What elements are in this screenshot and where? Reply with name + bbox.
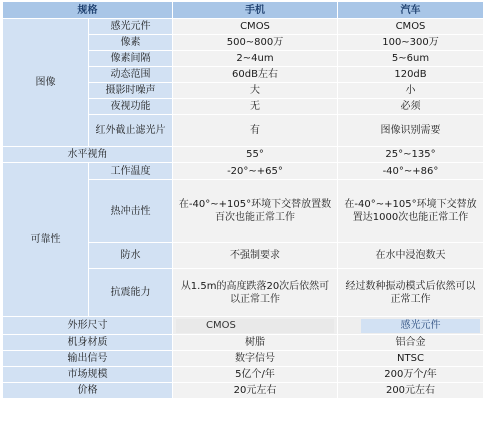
car-shutter: 小 xyxy=(338,83,484,99)
table-row xyxy=(3,335,484,351)
row-label-shutter: 摄影时噪声 xyxy=(89,83,173,99)
table-row xyxy=(3,383,484,399)
row-label-night: 夜视功能 xyxy=(89,99,173,115)
phone-shutter: 大 xyxy=(173,83,338,99)
header-phone: 手机 xyxy=(173,2,338,19)
car-fov: 25°~135° xyxy=(338,147,484,163)
car-shape-cell xyxy=(338,317,484,335)
row-label-ir: 红外截止滤光片 xyxy=(89,115,173,147)
phone-market: 5亿个/年 xyxy=(173,367,338,383)
phone-pixels: 500~800万 xyxy=(173,35,338,51)
phone-pitch: 2~4um xyxy=(173,51,338,67)
table-row xyxy=(3,367,484,383)
car-temp: -40°~+86° xyxy=(338,163,484,180)
header-spec: 规格 xyxy=(3,2,173,19)
phone-output: 数字信号 xyxy=(173,351,338,367)
table-row xyxy=(3,163,484,180)
car-pixels: 100~300万 xyxy=(338,35,484,51)
group-fov: 水平视角 xyxy=(3,147,173,163)
phone-shock: 从1.5m的高度跌落20次后依然可以正常工作 xyxy=(173,269,338,317)
row-label-pixels: 像素 xyxy=(89,35,173,51)
row-label-pitch: 像素间隔 xyxy=(89,51,173,67)
car-dr: 120dB xyxy=(338,67,484,83)
car-market: 200万个/年 xyxy=(338,367,484,383)
row-label-sensor: 感光元件 xyxy=(89,19,173,35)
phone-shape-cell xyxy=(173,317,338,335)
phone-shape: CMOS xyxy=(176,319,334,333)
group-market: 市场规模 xyxy=(3,367,173,383)
phone-price: 20元左右 xyxy=(173,383,338,399)
car-output: NTSC xyxy=(338,351,484,367)
phone-ir: 有 xyxy=(173,115,338,147)
header-row xyxy=(3,2,484,19)
phone-material: 树脂 xyxy=(173,335,338,351)
phone-dr: 60dB左右 xyxy=(173,67,338,83)
group-image: 图像 xyxy=(3,19,89,147)
row-label-temp: 工作温度 xyxy=(89,163,173,180)
group-material: 机身材质 xyxy=(3,335,173,351)
header-car: 汽车 xyxy=(338,2,484,19)
row-label-thermal: 热冲击性 xyxy=(89,180,173,243)
phone-fov: 55° xyxy=(173,147,338,163)
car-water: 在水中浸泡数天 xyxy=(338,243,484,269)
table-row xyxy=(3,351,484,367)
car-ir: 图像识别需要 xyxy=(338,115,484,147)
car-night: 必须 xyxy=(338,99,484,115)
spec-comparison-table xyxy=(2,1,484,399)
phone-sensor: CMOS xyxy=(173,19,338,35)
table-row xyxy=(3,317,484,335)
group-price: 价格 xyxy=(3,383,173,399)
car-pitch: 5~6um xyxy=(338,51,484,67)
group-output: 输出信号 xyxy=(3,351,173,367)
phone-temp: -20°~+65° xyxy=(173,163,338,180)
phone-thermal: 在-40°~+105°环境下交替放置数百次也能正常工作 xyxy=(173,180,338,243)
group-reliability: 可靠性 xyxy=(3,163,89,317)
table-row xyxy=(3,19,484,35)
phone-night: 无 xyxy=(173,99,338,115)
car-shock: 经过数种振动模式后依然可以正常工作 xyxy=(338,269,484,317)
car-material: 铝合金 xyxy=(338,335,484,351)
table-row xyxy=(3,147,484,163)
group-shape: 外形尺寸 xyxy=(3,317,173,335)
row-label-shock: 抗震能力 xyxy=(89,269,173,317)
row-label-water: 防水 xyxy=(89,243,173,269)
row-label-dr: 动态范围 xyxy=(89,67,173,83)
car-shape: 感光元件 xyxy=(361,319,480,333)
phone-water: 不强制要求 xyxy=(173,243,338,269)
car-price: 200元左右 xyxy=(338,383,484,399)
car-sensor: CMOS xyxy=(338,19,484,35)
car-thermal: 在-40°~+105°环境下交替放置达1000次也能正常工作 xyxy=(338,180,484,243)
